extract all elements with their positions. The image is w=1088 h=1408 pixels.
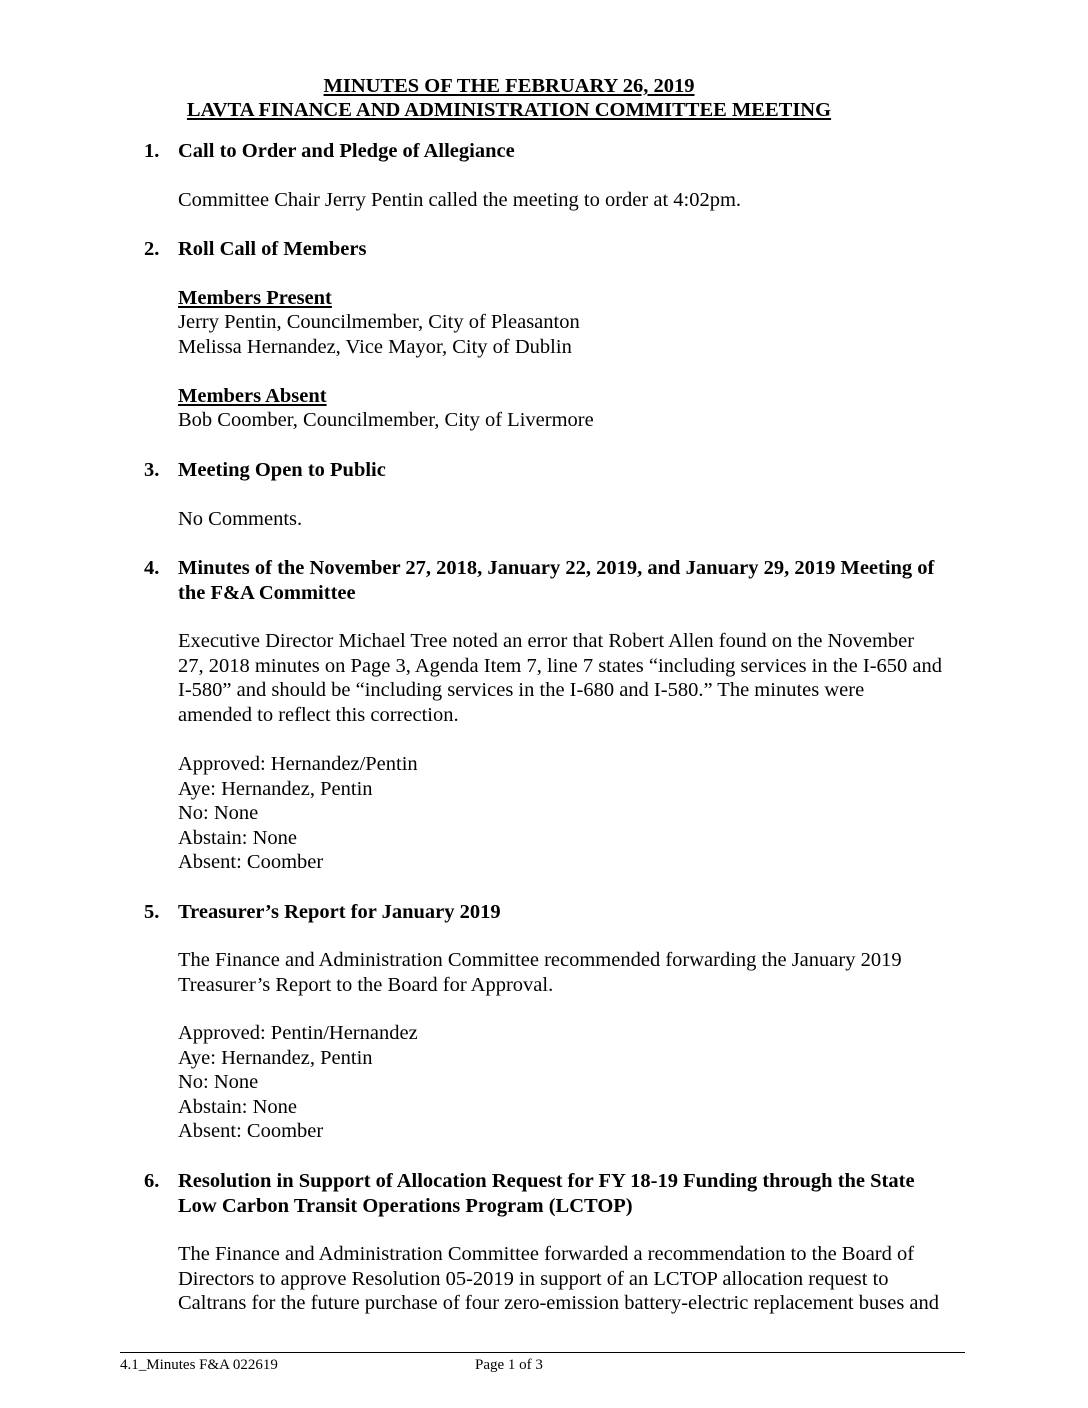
footer-divider bbox=[120, 1352, 965, 1353]
section-heading bbox=[178, 139, 998, 164]
vote-line: Abstain: None bbox=[178, 826, 297, 849]
heading-line: Call to Order and Pledge of Allegiance bbox=[178, 140, 515, 162]
vote-record bbox=[178, 752, 998, 875]
section-body bbox=[178, 948, 998, 997]
members-absent-list bbox=[178, 408, 998, 433]
vote-line: Approved: Pentin/Hernandez bbox=[178, 1022, 418, 1044]
heading-line: Treasurer’s Report for January 2019 bbox=[178, 901, 501, 923]
heading-line: Meeting Open to Public bbox=[178, 459, 386, 481]
vote-line: Approved: Hernandez/Pentin bbox=[178, 753, 418, 775]
list-item: Jerry Pentin, Councilmember, City of Pleasanton bbox=[178, 311, 580, 333]
document-title-line2: LAVTA FINANCE AND ADMINISTRATION COMMITTEE MEETING bbox=[186, 99, 832, 121]
body-line: I-580” and should be “including services in the I-680 and I-580.” The minutes were bbox=[178, 679, 865, 701]
vote-record bbox=[178, 1021, 998, 1144]
vote-line: Absent: Coomber bbox=[178, 1120, 324, 1142]
heading-line: Low Carbon Transit Operations Program (LCTOP) bbox=[178, 1194, 633, 1217]
list-item: Bob Coomber, Councilmember, City of Livermore bbox=[178, 409, 594, 431]
body-line: The Finance and Administration Committee recommended forwarding the January 2019 bbox=[178, 949, 902, 971]
section-heading bbox=[178, 237, 998, 262]
body-line: Treasurer’s Report to the Board for Approval. bbox=[178, 973, 554, 996]
members-present-list bbox=[178, 310, 998, 359]
section-body bbox=[178, 188, 998, 213]
body-line: Executive Director Michael Tree noted an error that Robert Allen found on the November bbox=[178, 630, 915, 652]
section-heading bbox=[178, 458, 998, 483]
heading-line: Minutes of the November 27, 2018, January 22, 2019, and January 29, 2019 Meeting of bbox=[178, 557, 935, 579]
section-number: 3. bbox=[144, 459, 160, 481]
section-number: 5. bbox=[144, 901, 160, 923]
document-title-line1: MINUTES OF THE FEBRUARY 26, 2019 bbox=[323, 75, 695, 97]
list-item: Melissa Hernandez, Vice Mayor, City of Dublin bbox=[178, 335, 572, 358]
section-heading bbox=[178, 556, 998, 605]
footer-page-number: Page 1 of 3 bbox=[475, 1357, 543, 1373]
vote-line: No: None bbox=[178, 1071, 259, 1093]
footer-document-id: 4.1_Minutes F&A 022619 bbox=[120, 1357, 278, 1373]
body-line: Caltrans for the future purchase of four zero-emission battery-electric replacement buses and bbox=[178, 1292, 940, 1314]
section-number: 1. bbox=[144, 140, 160, 162]
vote-line: Abstain: None bbox=[178, 1095, 297, 1118]
vote-line: Absent: Coomber bbox=[178, 851, 324, 873]
section-body bbox=[178, 629, 998, 727]
body-line: Directors to approve Resolution 05-2019 in support of an LCTOP allocation request to bbox=[178, 1267, 889, 1290]
body-line: Committee Chair Jerry Pentin called the meeting to order at 4:02pm. bbox=[178, 189, 742, 211]
section-number: 2. bbox=[144, 238, 160, 260]
members-present-label: Members Present bbox=[178, 287, 332, 309]
body-line: No Comments. bbox=[178, 508, 303, 530]
section-number: 4. bbox=[144, 557, 160, 579]
heading-line: Resolution in Support of Allocation Request for FY 18-19 Funding through the State bbox=[178, 1170, 915, 1192]
heading-line: Roll Call of Members bbox=[178, 238, 367, 260]
section-heading bbox=[178, 900, 998, 925]
heading-line: the F&A Committee bbox=[178, 581, 356, 604]
section-heading bbox=[178, 1169, 998, 1218]
members-absent-label: Members Absent bbox=[178, 385, 327, 407]
body-line: The Finance and Administration Committee forwarded a recommendation to the Board of bbox=[178, 1243, 915, 1265]
section-body bbox=[178, 507, 998, 532]
section-body bbox=[178, 1242, 998, 1316]
section-number: 6. bbox=[144, 1170, 160, 1192]
vote-line: No: None bbox=[178, 802, 259, 824]
body-line: 27, 2018 minutes on Page 3, Agenda Item 7, line 7 states “including services in the I-650 and bbox=[178, 654, 943, 677]
vote-line: Aye: Hernandez, Pentin bbox=[178, 1046, 373, 1069]
body-line: amended to reflect this correction. bbox=[178, 703, 459, 726]
vote-line: Aye: Hernandez, Pentin bbox=[178, 777, 373, 800]
